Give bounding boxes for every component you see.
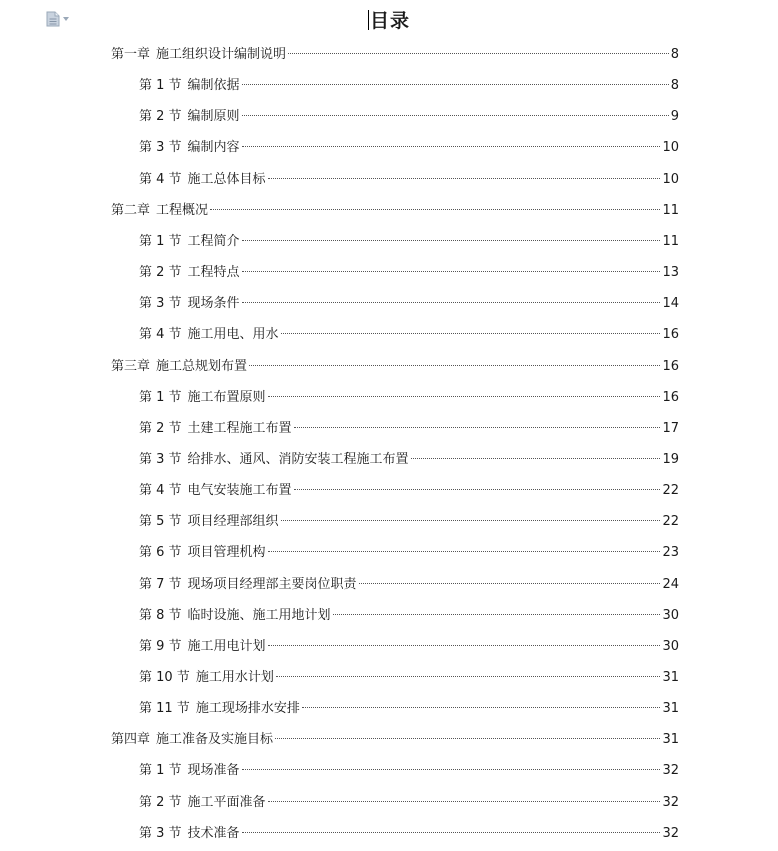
toc-entry-title: 工程概况: [156, 202, 209, 218]
toc-entry-number: 第一章: [111, 47, 151, 62]
toc-entry-number: 第 4 节: [139, 171, 182, 187]
toc-entry-title: 施工用电计划: [187, 638, 266, 654]
toc-entry-title: 施工布置原则: [187, 389, 266, 405]
text-cursor: [368, 10, 369, 30]
toc-entry-number: 第三章: [111, 358, 151, 374]
toc-page-number: 30: [662, 638, 679, 654]
toc-entry-title: 项目经理部组织: [187, 514, 279, 530]
toc-section-entry[interactable]: [139, 699, 679, 719]
toc-section-entry[interactable]: [139, 76, 679, 96]
toc-entry-number: 第 10 节: [139, 670, 190, 685]
toc-entry-number: 第 5 节: [139, 514, 182, 530]
toc-dot-leader: [268, 396, 661, 397]
toc-entry-title: 施工用水计划: [195, 670, 274, 685]
toc-section-entry[interactable]: [139, 481, 679, 501]
toc-section-entry[interactable]: [139, 294, 679, 314]
page-title-text: 目录: [369, 10, 410, 32]
toc-dot-leader: [268, 645, 661, 646]
toc-section-entry[interactable]: [139, 824, 679, 844]
toc-entry-number: 第四章: [111, 732, 151, 748]
toc-entry-number: 第 3 节: [139, 296, 182, 312]
toc-dot-leader: [242, 240, 661, 241]
toc-dot-leader: [268, 551, 661, 552]
toc-section-entry[interactable]: [139, 170, 679, 190]
toc-entry-title: 施工总规划布置: [156, 358, 248, 374]
toc-page-number: 19: [662, 451, 679, 467]
toc-entry-title: 现场准备: [187, 763, 240, 779]
toc-section-entry[interactable]: [139, 606, 679, 626]
toc-entry-number: 第 6 节: [139, 545, 182, 561]
toc-section-entry[interactable]: [139, 793, 679, 813]
toc-entry-number: 第 4 节: [139, 483, 182, 499]
toc-entry-title: 施工平面准备: [187, 794, 266, 810]
toc-entry-title: 编制内容: [187, 140, 240, 156]
toc-entry-title: 工程特点: [187, 265, 240, 280]
toc-page-number: 24: [662, 576, 679, 592]
toc-dot-leader: [276, 676, 661, 677]
toc-entry-number: 第 1 节: [139, 763, 182, 779]
toc-section-entry[interactable]: [139, 761, 679, 781]
toc-entry-number: 第 1 节: [139, 233, 182, 249]
toc-chapter-entry[interactable]: [111, 357, 679, 377]
toc-page-number: 30: [662, 607, 679, 623]
toc-section-entry[interactable]: [139, 543, 679, 563]
toc-entry-number: 第 4 节: [139, 327, 182, 343]
toc-dot-leader: [242, 271, 661, 272]
toc-dot-leader: [242, 146, 661, 147]
toc-dot-leader: [281, 333, 661, 334]
toc-chapter-entry[interactable]: [111, 201, 679, 221]
toc-dot-leader: [242, 832, 661, 833]
toc-entry-number: 第 7 节: [139, 576, 182, 592]
toc-section-entry[interactable]: [139, 388, 679, 408]
toc-page-number: 13: [662, 265, 679, 280]
toc-section-entry[interactable]: [139, 575, 679, 595]
toc-page-number: 32: [662, 763, 679, 779]
toc-dot-leader: [281, 520, 661, 521]
toc-page-number: 31: [662, 732, 679, 748]
toc-entry-title: 现场条件: [187, 296, 240, 312]
toc-entry-number: 第 3 节: [139, 825, 182, 841]
toc-dot-leader: [242, 769, 661, 770]
toc-entry-number: 第 8 节: [139, 607, 182, 623]
toc-section-entry[interactable]: [139, 263, 679, 283]
toc-entry-number: 第 2 节: [139, 420, 182, 436]
toc-entry-title: 施工准备及实施目标: [156, 732, 274, 748]
toc-page-number: 22: [662, 483, 679, 499]
toc-entry-title: 施工现场排水安排: [195, 701, 300, 717]
toc-page-number: 8: [670, 47, 679, 62]
toc-dot-leader: [359, 583, 661, 584]
toc-chapter-entry[interactable]: [111, 45, 679, 65]
toc-page-number: 11: [662, 233, 679, 249]
toc-page-number: 23: [662, 545, 679, 561]
toc-entry-title: 临时设施、施工用地计划: [187, 607, 331, 623]
toc-dot-leader: [268, 178, 661, 179]
toc-dot-leader: [210, 209, 660, 210]
toc-entry-title: 给排水、通风、消防安装工程施工布置: [187, 451, 409, 467]
toc-section-entry[interactable]: [139, 232, 679, 252]
toc-page-number: 14: [662, 296, 679, 312]
toc-entry-number: 第二章: [111, 202, 151, 218]
toc-entry-number: 第 3 节: [139, 140, 182, 156]
toc-section-entry[interactable]: [139, 637, 679, 657]
toc-entry-title: 电气安装施工布置: [187, 483, 292, 499]
toc-entry-number: 第 2 节: [139, 794, 182, 810]
toc-section-entry[interactable]: [139, 450, 679, 470]
toc-entry-title: 施工总体目标: [187, 171, 266, 187]
toc-page-number: 10: [662, 140, 679, 156]
toc-dot-leader: [275, 738, 660, 739]
toc-page-number: 22: [662, 514, 679, 530]
toc-dot-leader: [288, 53, 669, 54]
toc-page-number: 10: [662, 171, 679, 187]
toc-dot-leader: [268, 801, 661, 802]
toc-page-number: 31: [662, 670, 679, 685]
toc-page-number: 32: [662, 794, 679, 810]
toc-entry-title: 现场项目经理部主要岗位职责: [187, 576, 357, 592]
toc-entry-title: 编制原则: [187, 109, 240, 125]
toc-dot-leader: [242, 84, 669, 85]
toc-entry-title: 施工组织设计编制说明: [156, 47, 287, 62]
toc-entry-number: 第 1 节: [139, 78, 182, 94]
toc-section-entry[interactable]: [139, 668, 679, 688]
toc-chapter-entry[interactable]: [111, 730, 679, 750]
toc-dot-leader: [242, 302, 661, 303]
toc-page-number: 32: [662, 825, 679, 841]
toc-entry-title: 施工用电、用水: [187, 327, 279, 343]
toc-page-number: 16: [662, 389, 679, 405]
toc-entry-title: 编制依据: [187, 78, 240, 94]
toc-entry-number: 第 1 节: [139, 389, 182, 405]
toc-dot-leader: [302, 707, 661, 708]
toc-dot-leader: [294, 427, 661, 428]
toc-entry-title: 项目管理机构: [187, 545, 266, 561]
toc-section-entry[interactable]: [139, 107, 679, 127]
toc-section-entry[interactable]: [139, 325, 679, 345]
toc-entry-title: 工程简介: [187, 233, 240, 249]
toc-page-number: 9: [670, 109, 679, 125]
toc-entry-number: 第 2 节: [139, 109, 182, 125]
page-title: [0, 6, 778, 33]
toc-entry-title: 技术准备: [187, 825, 240, 841]
toc-page-number: 31: [662, 701, 679, 717]
toc-page-number: 17: [662, 420, 679, 436]
toc-entry-number: 第 3 节: [139, 451, 182, 467]
toc-page-number: 11: [662, 202, 679, 218]
toc-section-entry[interactable]: [139, 512, 679, 532]
toc-entry-title: 土建工程施工布置: [187, 420, 292, 436]
toc-dot-leader: [242, 115, 669, 116]
toc-page-number: 16: [662, 358, 679, 374]
toc-dot-leader: [294, 489, 661, 490]
toc-section-entry[interactable]: [139, 138, 679, 158]
toc-entry-number: 第 2 节: [139, 265, 182, 280]
toc-dot-leader: [249, 365, 660, 366]
toc-dot-leader: [411, 458, 661, 459]
toc-section-entry[interactable]: [139, 419, 679, 439]
toc-dot-leader: [333, 614, 661, 615]
toc-entry-number: 第 11 节: [139, 701, 190, 717]
toc-page-number: 16: [662, 327, 679, 343]
toc-page-number: 8: [670, 78, 679, 94]
toc-entry-number: 第 9 节: [139, 638, 182, 654]
